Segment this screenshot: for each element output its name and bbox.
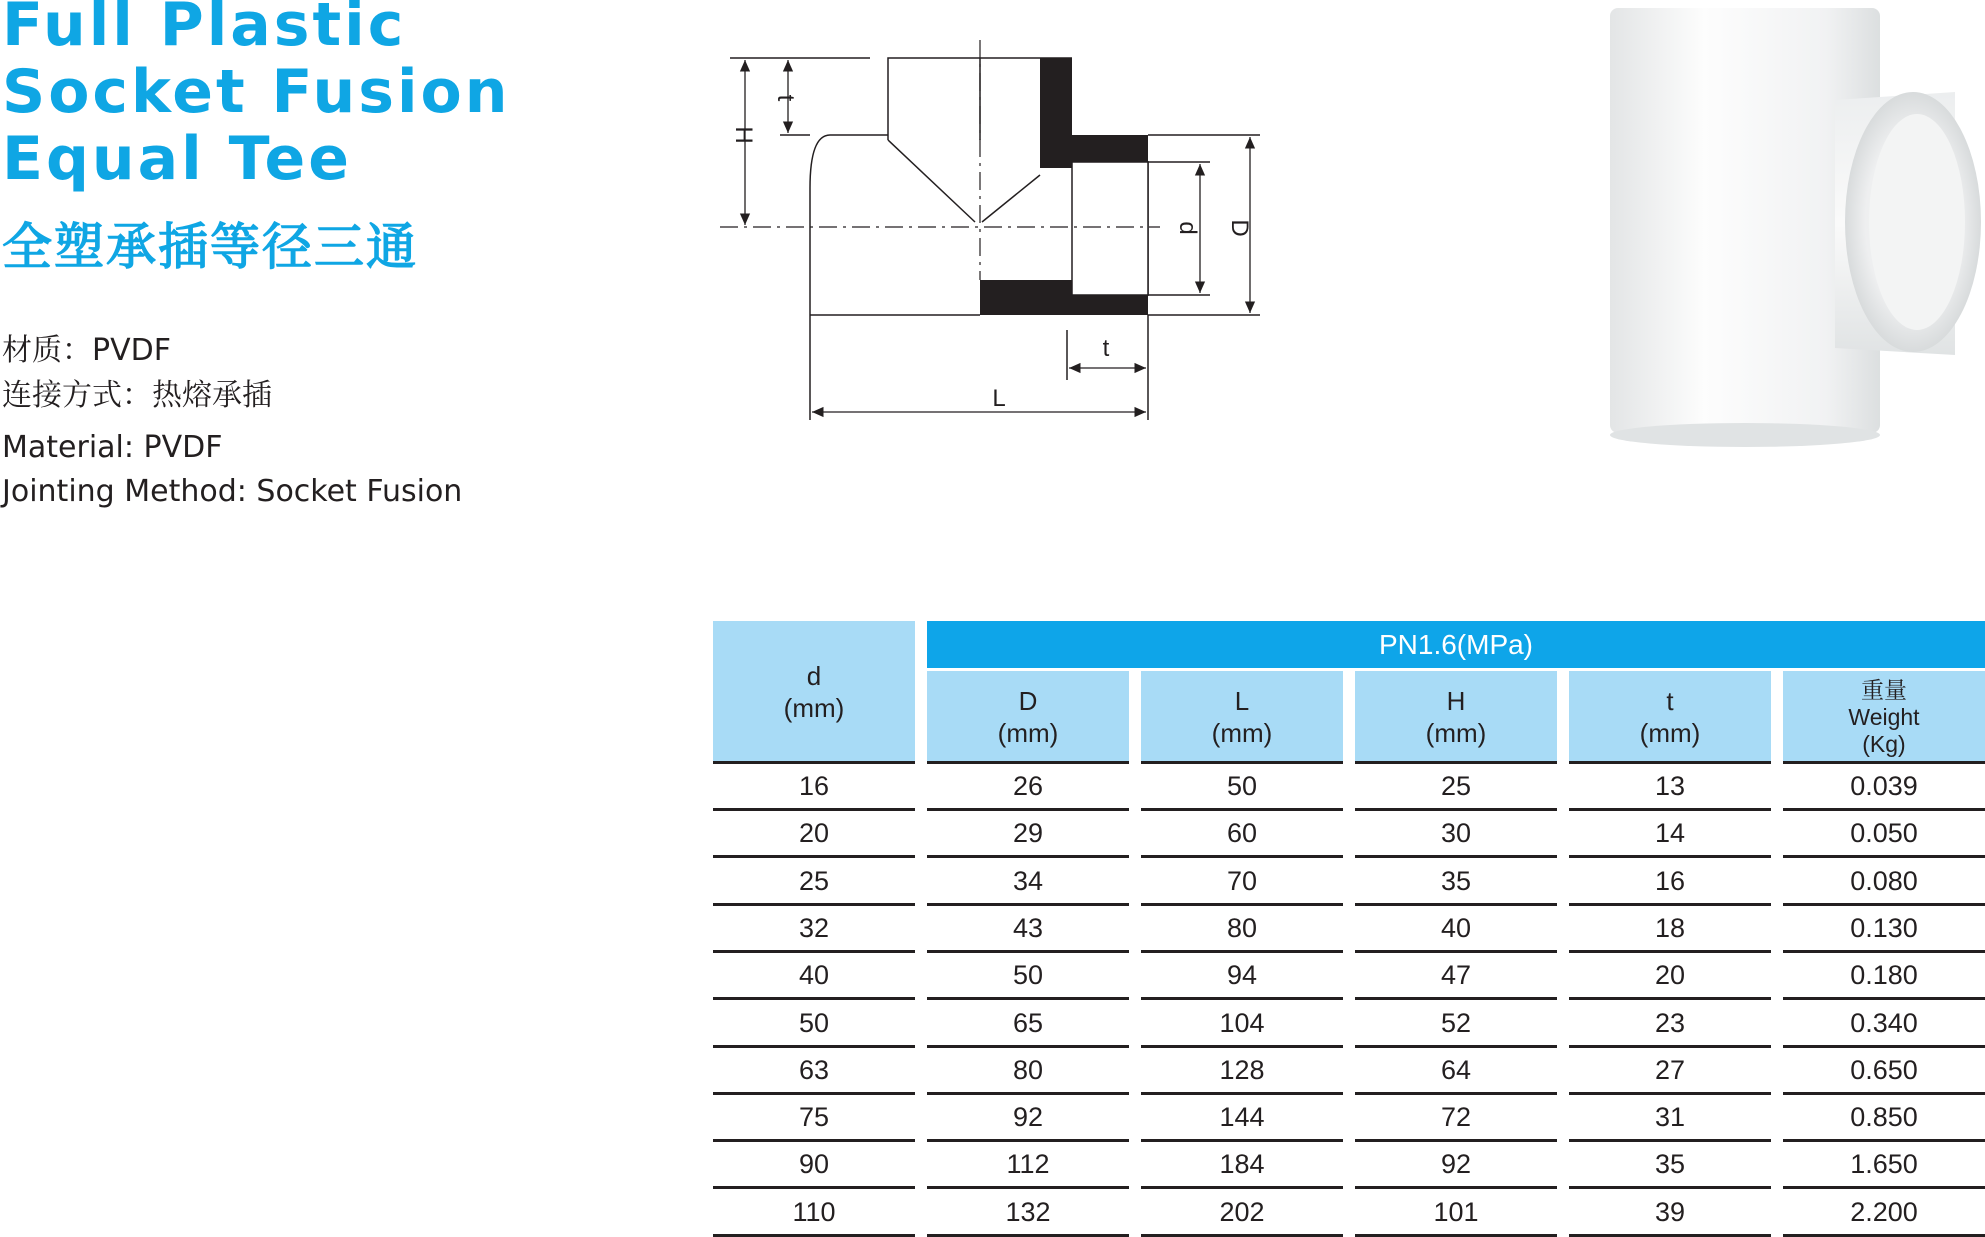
table-cell: 112 xyxy=(1006,1149,1050,1180)
table-cell: 47 xyxy=(1440,960,1472,991)
table-cell: 40 xyxy=(1440,912,1472,943)
table-cell: 132 xyxy=(1005,1196,1051,1227)
table-cell: 25 xyxy=(1440,771,1472,801)
title-line: Full Plastic xyxy=(2,0,407,60)
header-t-line: (mm) xyxy=(1639,718,1701,748)
divider xyxy=(1569,1234,1771,1237)
table-cell: 94 xyxy=(1226,960,1258,991)
table-cell: 0.130 xyxy=(1850,912,1918,943)
table-row xyxy=(713,859,1985,906)
product-title xyxy=(2,0,510,193)
table-cell: 16 xyxy=(798,771,830,801)
table-cell: 14 xyxy=(1654,818,1686,849)
header-D xyxy=(927,671,1129,763)
table-cell: 202 xyxy=(1219,1196,1265,1227)
table-cell: 16 xyxy=(1654,865,1686,896)
table-cell: 20 xyxy=(1654,960,1686,991)
drawing-wall xyxy=(1040,58,1148,168)
header-H-line: H xyxy=(1446,686,1466,716)
table-cell: 92 xyxy=(1012,1102,1044,1133)
table-row xyxy=(713,1142,1985,1189)
table-cell: 0.080 xyxy=(1850,865,1918,896)
divider xyxy=(1355,1234,1557,1237)
table-cell: 80 xyxy=(1226,912,1258,943)
label-L: L xyxy=(992,385,1006,412)
header-L-line: L xyxy=(1234,686,1250,716)
table-cell: 50 xyxy=(1226,771,1258,801)
table-cell: 90 xyxy=(798,1149,830,1180)
divider xyxy=(927,1234,1129,1237)
header-L-line: (mm) xyxy=(1211,718,1273,748)
divider xyxy=(1141,1234,1343,1237)
table-cell: 70 xyxy=(1226,865,1258,896)
header-t-line: t xyxy=(1666,686,1674,716)
table-cell: 18 xyxy=(1654,912,1686,943)
table-row xyxy=(713,906,1985,953)
table-cell: 65 xyxy=(1012,1007,1044,1038)
table-cell: 32 xyxy=(798,912,830,943)
label-D: D xyxy=(1226,219,1253,237)
table-cell: 25 xyxy=(798,865,830,896)
header-D-line: D xyxy=(1018,686,1038,716)
table-cell: 52 xyxy=(1440,1007,1472,1038)
table-row xyxy=(713,953,1985,1000)
header-weight-line: (Kg) xyxy=(1862,730,1906,757)
tee-technical-drawing xyxy=(700,40,1280,440)
table-row xyxy=(713,1095,1985,1142)
table-cell: 0.180 xyxy=(1850,960,1918,991)
table-cell: 13 xyxy=(1654,771,1686,801)
table-row xyxy=(713,811,1985,858)
table-row xyxy=(713,764,1985,811)
table-cell: 1.650 xyxy=(1850,1149,1918,1180)
table-cell: 0.650 xyxy=(1850,1054,1918,1085)
table-cell: 60 xyxy=(1226,818,1258,849)
header-weight-line: 重量 xyxy=(1861,676,1907,703)
table-row xyxy=(713,1048,1985,1095)
table-cell: 0.850 xyxy=(1850,1102,1918,1133)
table-cell: 144 xyxy=(1219,1102,1265,1133)
table-cell: 0.340 xyxy=(1850,1007,1918,1038)
table-cell: 104 xyxy=(1219,1007,1265,1038)
table-cell: 31 xyxy=(1654,1102,1686,1133)
table-cell: 27 xyxy=(1654,1054,1686,1085)
table-cell: 101 xyxy=(1433,1196,1479,1227)
table-cell: 50 xyxy=(1012,960,1044,991)
table-cell: 20 xyxy=(798,818,830,849)
header-d-name: d xyxy=(806,661,822,691)
header-H xyxy=(1355,671,1557,763)
header-weight xyxy=(1783,671,1985,763)
table-cell: 29 xyxy=(1012,818,1044,849)
header-H-line: (mm) xyxy=(1425,718,1487,748)
table-cell: 43 xyxy=(1012,912,1044,943)
table-row xyxy=(713,1001,1985,1048)
table-cell: 34 xyxy=(1012,865,1044,896)
table-cell: 184 xyxy=(1219,1149,1265,1180)
header-pressure-group: PN1.6(MPa) xyxy=(927,621,1985,668)
header-D-line: (mm) xyxy=(997,718,1059,748)
table-cell: 35 xyxy=(1654,1149,1686,1180)
table-row xyxy=(713,1190,1985,1237)
table-cell: 75 xyxy=(798,1102,830,1133)
table-cell: 39 xyxy=(1654,1196,1686,1227)
tee-product-photo xyxy=(1595,0,1985,450)
table-cell: 92 xyxy=(1440,1149,1472,1180)
header-weight-line: Weight xyxy=(1848,703,1920,730)
table-cell: 2.200 xyxy=(1850,1196,1918,1227)
table-cell: 64 xyxy=(1440,1054,1472,1085)
table-cell: 0.039 xyxy=(1850,771,1918,801)
table-cell: 30 xyxy=(1440,818,1472,849)
table-cell: 72 xyxy=(1440,1102,1472,1133)
material-cn: 材质：PVDF xyxy=(2,333,171,368)
label-t-top: t xyxy=(772,94,799,102)
header-t xyxy=(1569,671,1771,763)
jointing-cn: 连接方式：热熔承插 xyxy=(2,378,272,413)
table-cell: 63 xyxy=(798,1054,830,1085)
table-cell: 35 xyxy=(1440,865,1472,896)
table-cell: 26 xyxy=(1012,771,1044,801)
label-H: H xyxy=(730,126,757,144)
table-cell: 50 xyxy=(798,1007,830,1038)
header-d xyxy=(713,621,915,763)
product-title-chinese: 全塑承插等径三通 xyxy=(2,218,418,276)
header-L xyxy=(1141,671,1343,763)
divider xyxy=(713,1234,915,1237)
label-t-bottom: t xyxy=(1102,335,1110,362)
table-cell: 80 xyxy=(1012,1054,1044,1085)
table-cell: 40 xyxy=(798,960,830,991)
spec-table xyxy=(713,621,1985,1237)
material-en: Material: PVDF xyxy=(2,430,223,465)
table-cell: 0.050 xyxy=(1850,818,1918,849)
table-cell: 128 xyxy=(1219,1054,1265,1085)
header-d-unit: (mm) xyxy=(783,693,845,723)
table-cell: 110 xyxy=(792,1196,836,1227)
table-cell: 23 xyxy=(1654,1007,1686,1038)
label-d: d xyxy=(1174,221,1201,235)
title-line: Socket Fusion xyxy=(2,57,511,127)
title-line: Equal Tee xyxy=(2,124,352,194)
jointing-en: Jointing Method: Socket Fusion xyxy=(2,474,463,509)
divider xyxy=(1783,1234,1985,1237)
